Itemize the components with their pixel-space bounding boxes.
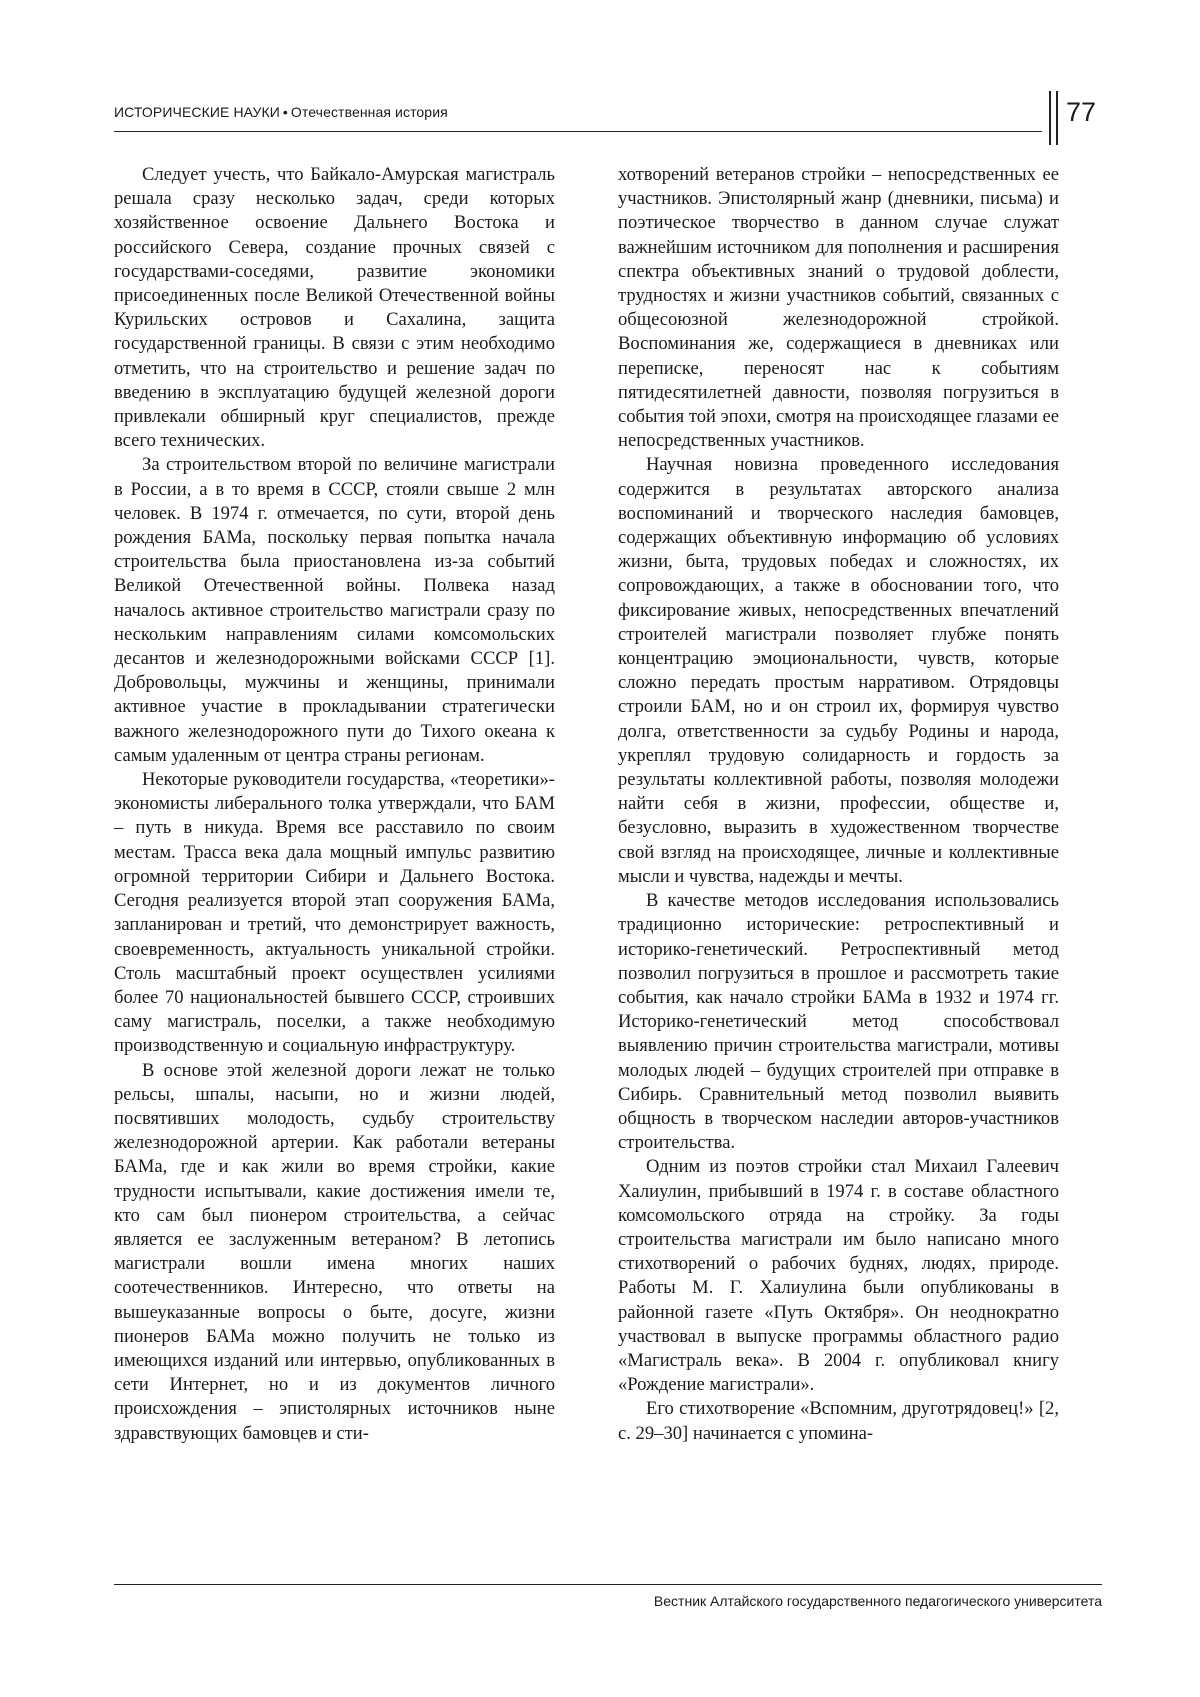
- header-section: ИСТОРИЧЕСКИЕ НАУКИ: [114, 104, 280, 120]
- header-subsection: Отечественная история: [290, 104, 448, 120]
- paragraph: За строительством второй по величине магистрали в России, а в то время в СССР, стояли свыше 2 млн человек. В 1974 г. отмечается, по сути, второй день рождения БАМа, поскольку первая попытка начала строительства была приостановлена из-за событий Великой Отечественной войны. Полвека назад началось активное строительство магистрали сразу по нескольким направлениям силами комсомольских десантов и железнодорожными войсками СССР [1]. Добровольцы, мужчины и женщины, принимали активное участие в прокладывании стратегически важного железнодорожного пути до Тихого океана к самым удаленным от центра страны регионам.: [114, 454, 555, 766]
- footer-rule: [114, 1584, 1102, 1585]
- paragraph: Некоторые руководители государства, «теоретики»-экономисты либерального толка утверждали, что БАМ – путь в никуда. Время все расставило по своим местам. Трасса века дала мощный импульс развитию огромной территории Сибири и Дальнего Востока. Сегодня реализуется второй этап сооружения БАМа, запланирован и третий, что демонстрирует важность, своевременность, актуальность уникальной стройки. Столь масштабный проект осуществлен усилиями более 70 национальностей бывшего СССР, строивших саму магистраль, поселки, а также необходимую производственную и социальную инфраструктуру.: [114, 769, 555, 1057]
- paragraph-continuation: хотворений ветеранов стройки – непосредственных ее участников. Эпистолярный жанр (дневники, письма) и поэтическое творчество в данном случае служат важнейшим источником для пополнения и расширения спектра объективных знаний о трудовой доблести, трудностях и жизни участников событий, связанных с общесоюзной железнодорожной стройкой. Воспоминания же, содержащиеся в дневниках или переписке, переносят нас к событиям пятидесятилетней давности, позволяя погрузиться в события той эпохи, смотря на происходящее глазами ее непосредственных участников.: [618, 164, 1059, 452]
- right-column: [618, 163, 1059, 1446]
- paragraph: Следует учесть, что Байкало-Амурская магистраль решала сразу несколько задач, среди которых хозяйственное освоение Дальнего Востока и российского Севера, создание прочных связей с государствами-соседями, развитие экономики присоединенных после Великой Отечественной войны Курильских островов и Сахалина, защита государственной границы. В связи с этим необходимо отметить, что на строительство и решение задач по введению в эксплуатацию будущей железной дороги привлекали обширный круг специалистов, прежде всего технических.: [114, 164, 555, 452]
- journal-footer: Вестник Алтайского государственного педагогического университета: [653, 1593, 1102, 1609]
- header-bullet: •: [282, 104, 288, 120]
- paragraph: Научная новизна проведенного исследования содержится в результатах авторского анализа воспоминаний и творческого наследия бамовцев, содержащих объективную информацию об условиях жизни, быта, трудовых победах и сложностях, их сопровождающих, а также в обосновании того, что фиксирование живых, непосредственных впечатлений строителей магистрали позволяет глубже понять концентрацию эмоциональности, чувств, которые сложно передать простым нарративом. Отрядовцы строили БАМ, но и он строил их, формируя чувство долга, ответственности за судьбу Родины и народа, укреплял трудовую солидарность и гордость за результаты коллективной работы, позволяя молодежи найти себя в жизни, профессии, обществе и, безусловно, выразить в художественном творчестве свой взгляд на происходящее, личные и коллективные мысли и чувства, надежды и мечты.: [618, 454, 1059, 887]
- paragraph: В основе этой железной дороги лежат не только рельсы, шпалы, насыпи, но и жизни людей, посвятивших молодость, судьбу строительству железнодорожной артерии. Как работали ветераны БАМа, где и как жили во время стройки, какие трудности испытывали, какие достижения имели те, кто сам был пионером строительства, а сейчас является ее заслуженным ветераном? В летопись магистрали вошли имена многих наших соотечественников. Интересно, что ответы на вышеуказанные вопросы о быте, досуге, жизни пионеров БАМа можно получить не только из имеющихся изданий или интервью, опубликованных в сети Интернет, но и из документов личного происхождения – эпистолярных источников ныне здравствующих бамовцев и сти-: [114, 1059, 555, 1444]
- paragraph: Одним из поэтов стройки стал Михаил Галеевич Халиулин, прибывший в 1974 г. в составе областного комсомольского отряда на стройку. За годы строительства магистрали им было написано много стихотворений о рабочих буднях, людях, природе. Работы М. Г. Халиулина были опубликованы в районной газете «Путь Октября». Он неоднократно участвовал в выпуске программы областного радио «Магистраль века». В 2004 г. опубликовал книгу «Рождение магистрали».: [618, 1156, 1059, 1396]
- page-number: 77: [1066, 97, 1097, 127]
- paragraph: Его стихотворение «Вспомним, друготрядовец!» [2, с. 29–30] начинается с упомина-: [618, 1398, 1059, 1444]
- header-rule: [114, 131, 1042, 132]
- running-header: [114, 104, 448, 120]
- paragraph: В качестве методов исследования использовались традиционно исторические: ретроспективный и историко-генетический. Ретроспективный метод позволил погрузиться в прошлое и рассмотреть такие события, как начало стройки БАМа в 1932 и 1974 гг. Историко-генетический метод способствовал выявлению причин строительства магистрали, мотивы молодых людей – будущих строителей при отправке в Сибирь. Сравнительный метод позволил выявить общность в творческом наследии авторов-участников строительства.: [618, 890, 1059, 1154]
- left-column: [114, 163, 555, 1446]
- header-double-bar: [1049, 91, 1058, 145]
